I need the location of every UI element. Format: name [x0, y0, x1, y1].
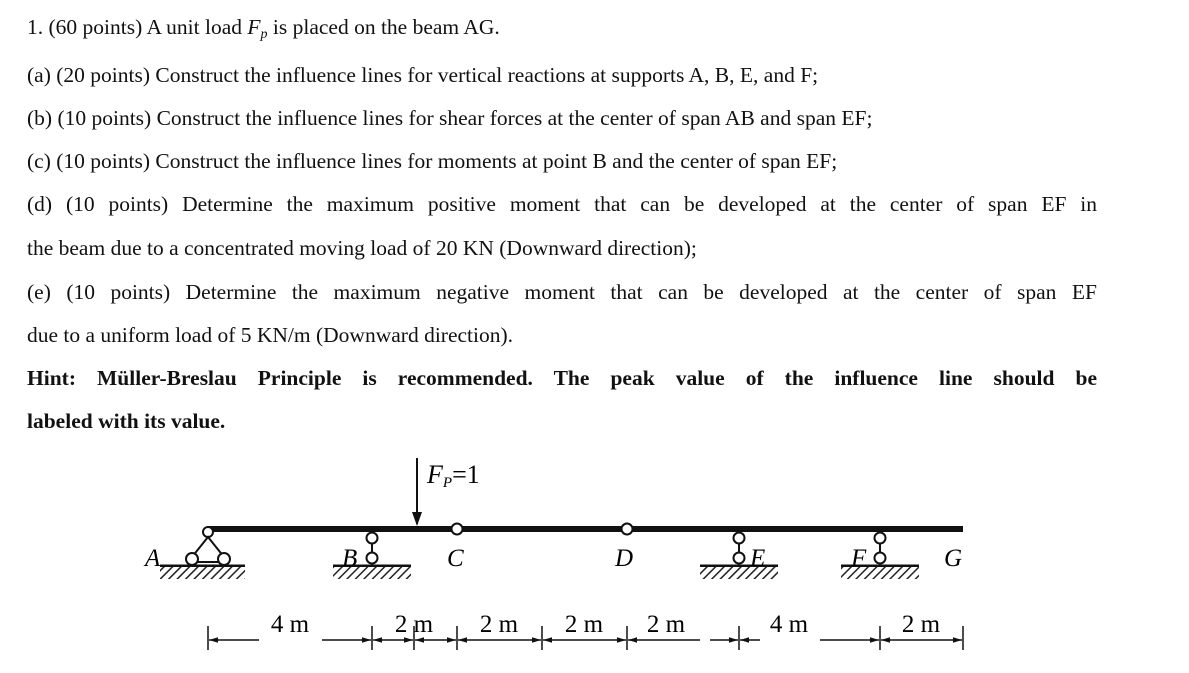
load-label [426, 460, 480, 491]
dimension-label-AB: 4 m [270, 611, 310, 638]
part-a-text: (a) (20 points) Construct the influence lines for vertical reactions at supports A, B, E, and F; [27, 63, 819, 87]
dimension-label-B1: 2 m [394, 611, 434, 638]
hint-line2: labeled with its value. [27, 409, 226, 433]
point-label-F: F [851, 545, 867, 572]
intro-load-symbol: F [247, 15, 261, 39]
intro-prefix: 1. (60 points) A unit load [27, 15, 248, 39]
part-e-text-line2: due to a uniform load of 5 KN/m (Downward direction). [27, 323, 514, 347]
part-c-text: (c) (10 points) Construct the influence lines for moments at point B and the center of span EF; [27, 149, 838, 173]
dimension-label-CD: 2 m [564, 611, 604, 638]
part-e-text-line1: (e) (10 points) Determine the maximum negative moment that can be developed at the center of span EF [27, 280, 1097, 304]
point-label-E: E [750, 545, 766, 572]
point-label-C: C [447, 545, 464, 572]
dimension-label-C1: 2 m [479, 611, 519, 638]
intro-load-subscript: p [260, 27, 268, 42]
dimension-label-FG: 2 m [901, 611, 941, 638]
part-d-text-line1: (d) (10 points) Determine the maximum positive moment that can be developed at the center of span EF in [27, 192, 1097, 216]
beam-AG [208, 526, 963, 532]
load-symbol: F [427, 460, 443, 489]
load-arrow-head [412, 512, 422, 526]
pin-support-A [160, 527, 245, 579]
part-b-text: (b) (10 points) Construct the influence lines for shear forces at the center of span AB and span EF; [27, 106, 873, 130]
dimension-label-EF: 4 m [769, 611, 809, 638]
hinge-D [622, 524, 633, 535]
dimension-label-DE: 2 m [646, 611, 686, 638]
part-d-text-line2: the beam due to a concentrated moving load of 20 KN (Downward direction); [27, 236, 697, 260]
hint-line1: Hint: Müller-Breslau Principle is recommended. The peak value of the influence line should be [27, 366, 1097, 390]
hinge-C [452, 524, 463, 535]
roller-support-E [700, 533, 778, 580]
point-label-D: D [615, 545, 634, 572]
load-subscript: P [442, 475, 453, 491]
intro-suffix: is placed on the beam AG. [267, 15, 500, 39]
load-value: =1 [452, 460, 480, 489]
point-label-A: A [145, 545, 161, 572]
point-label-B: B [342, 545, 358, 572]
point-label-G: G [944, 545, 963, 572]
